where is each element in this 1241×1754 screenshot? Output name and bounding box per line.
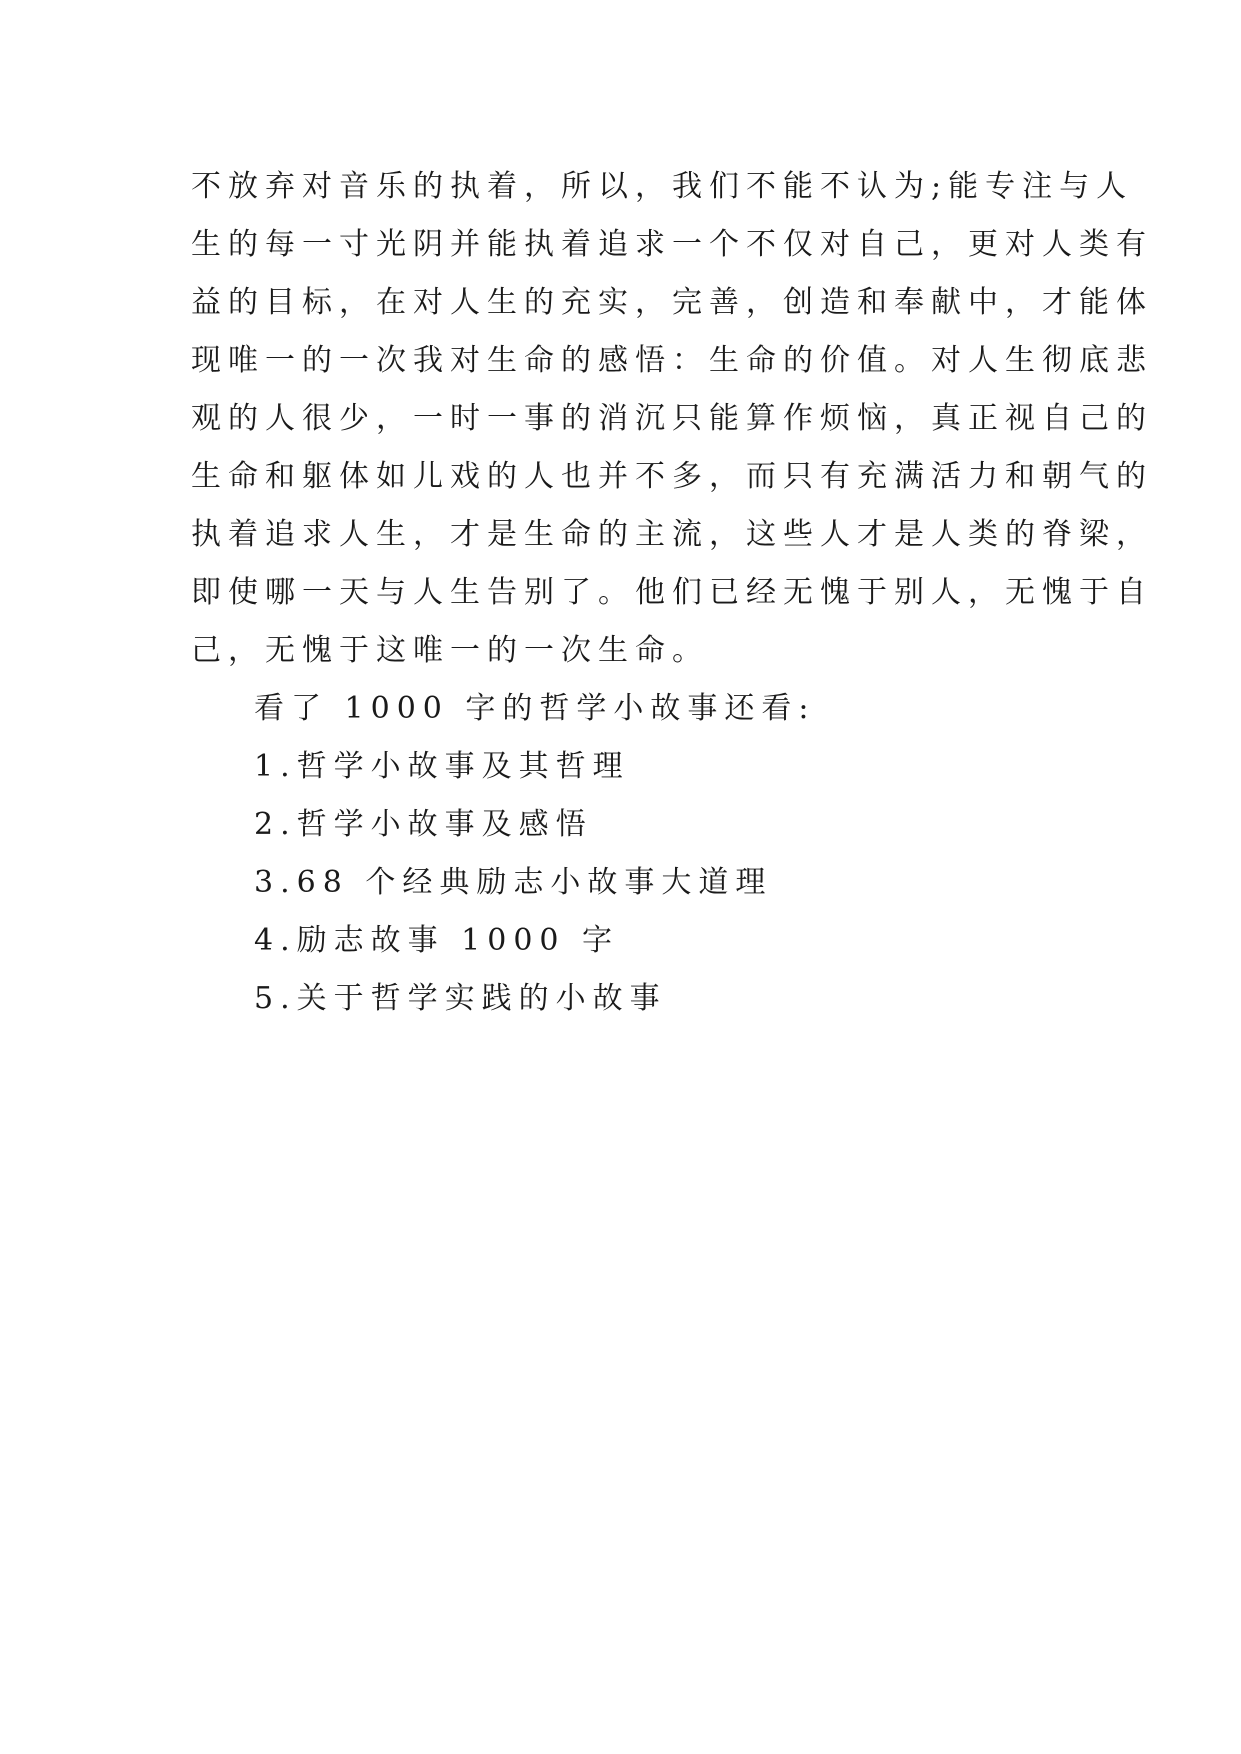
related-item: 1.哲学小故事及其哲理 [254,749,630,784]
paragraph-line: 己，无愧于这唯一的一次生命。 [191,633,709,668]
paragraph-line: 执着追求人生，才是生命的主流，这些人才是人类的脊梁， [191,517,1153,552]
paragraph-line: 不放弃对音乐的执着，所以，我们不能不认为;能专注与人 [191,169,1134,204]
paragraph-line: 即使哪一天与人生告别了。他们已经无愧于别人，无愧于自 [191,575,1153,610]
document-body [191,158,1153,1028]
paragraph-line: 现唯一的一次我对生命的感悟：生命的价值。对人生彻底悲 [191,343,1153,378]
paragraph-line: 观的人很少，一时一事的消沉只能算作烦恼，真正视自己的 [191,401,1153,436]
related-articles [191,680,1051,1028]
paragraph-line: 生的每一寸光阴并能执着追求一个不仅对自己，更对人类有 [191,227,1153,262]
related-heading: 看了 1000 字的哲学小故事还看: [254,691,816,726]
related-item: 5.关于哲学实践的小故事 [254,981,667,1016]
paragraph-line: 生命和躯体如儿戏的人也并不多，而只有充满活力和朝气的 [191,459,1153,494]
essay-paragraph [191,158,1153,680]
related-item: 3.68 个经典励志小故事大道理 [254,865,773,900]
paragraph-line: 益的目标，在对人生的充实，完善，创造和奉献中，才能体 [191,285,1153,320]
related-item: 4.励志故事 1000 字 [254,923,620,958]
related-item: 2.哲学小故事及感悟 [254,807,593,842]
